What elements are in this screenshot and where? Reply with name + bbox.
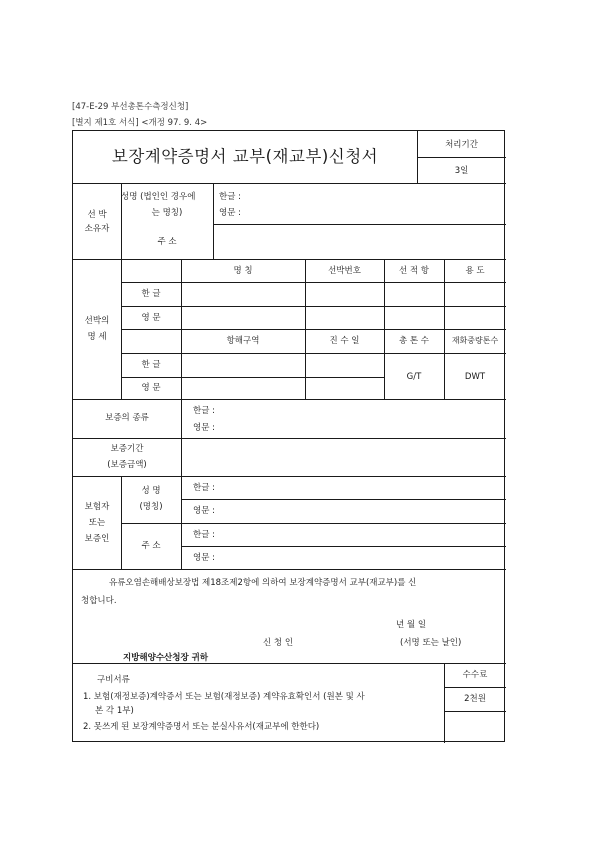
insurer-name-label-2: (명칭)	[139, 502, 163, 512]
owner-name-english: 영문 :	[219, 208, 241, 218]
fee-value: 2천원	[464, 694, 486, 704]
application-form	[72, 130, 505, 742]
addressee: 지방해양수산청장 귀하	[123, 653, 209, 663]
insurance-type-label: 보증의 종류	[105, 413, 149, 423]
owner-address-label: 주 소	[157, 237, 177, 247]
insurer-name-korean: 한글 :	[193, 483, 215, 493]
documents-title: 구비서류	[97, 675, 130, 685]
signature-label: (서명 또는 날인)	[400, 638, 462, 648]
document-item-2: 2. 못쓰게 된 보장계약증명서 또는 분실사유서(재교부에 한한다)	[83, 722, 320, 732]
statement-line-1: 유류오염손해배상보장법 제18조제2항에 의하여 보장계약증명서 교부(재교부)를 신	[109, 578, 417, 588]
form-title: 보장계약증명서 교부(재교부)신청서	[111, 147, 379, 166]
insurance-type-english: 영문 :	[193, 423, 215, 433]
insurer-name-english: 영문 :	[193, 506, 215, 516]
header-ship-number: 선박번호	[328, 266, 361, 276]
period-label: 보증기간	[110, 444, 144, 454]
processing-period-value: 3일	[454, 166, 469, 176]
document-item-1-cont: 본 각 1부)	[95, 706, 134, 716]
statement-date: 년 월 일	[396, 620, 427, 630]
owner-label-top: 선 박	[87, 210, 107, 220]
insurer-address-english: 영문 :	[193, 553, 215, 563]
header-usage: 용 도	[465, 266, 485, 276]
period-amount-label: (보증금액)	[107, 460, 147, 470]
header-gross-tonnage: 총 톤 수	[398, 336, 430, 346]
insurer-address-korean: 한글 :	[193, 530, 215, 540]
owner-name-korean: 한글 :	[219, 192, 241, 202]
insurer-name-label: 성 명	[141, 486, 161, 496]
ship-label-top: 선박의	[84, 316, 110, 326]
ship-row-english-2: 영 문	[141, 383, 161, 393]
processing-period-label: 처리기간	[445, 140, 478, 150]
header-ship-name: 명 칭	[233, 266, 253, 276]
header-launch-date: 진 수 일	[329, 336, 360, 346]
header-port-registry: 선 적 항	[398, 266, 430, 276]
insurance-type-korean: 한글 :	[193, 406, 215, 416]
ship-row-korean-1: 한 글	[141, 289, 161, 299]
header-navigation-area: 항해구역	[226, 336, 260, 346]
ship-row-korean-2: 한 글	[141, 360, 161, 370]
owner-name-label-2: 는 명칭)	[151, 208, 183, 218]
ship-row-english-1: 영 문	[141, 313, 161, 323]
form-number: [별지 제1호 서식] <개정 97. 9. 4>	[72, 118, 208, 128]
form-code: [47-E-29 부선총톤수측정신청]	[72, 102, 189, 112]
insurer-label-1: 보험자	[84, 502, 110, 512]
statement-line-2: 청합니다.	[81, 596, 117, 606]
owner-label-bottom: 소유자	[84, 224, 110, 234]
ship-label-bottom: 명 세	[87, 332, 107, 342]
insurer-address-label: 주 소	[141, 541, 161, 551]
gross-tonnage-unit: G/T	[406, 372, 422, 382]
deadweight-unit: DWT	[464, 372, 486, 382]
owner-name-label: 성명 (법인인 경우에	[121, 192, 196, 202]
applicant-label: 신 청 인	[263, 638, 294, 648]
fee-label: 수수료	[462, 670, 488, 680]
document-item-1: 1. 보험(재정보증)계약증서 또는 보험(재정보증) 계약유효확인서 (원본 및 사	[83, 692, 365, 702]
insurer-label-3: 보증인	[84, 534, 110, 544]
insurer-label-2: 또는	[88, 518, 106, 528]
header-deadweight: 재화중량톤수	[451, 336, 499, 345]
